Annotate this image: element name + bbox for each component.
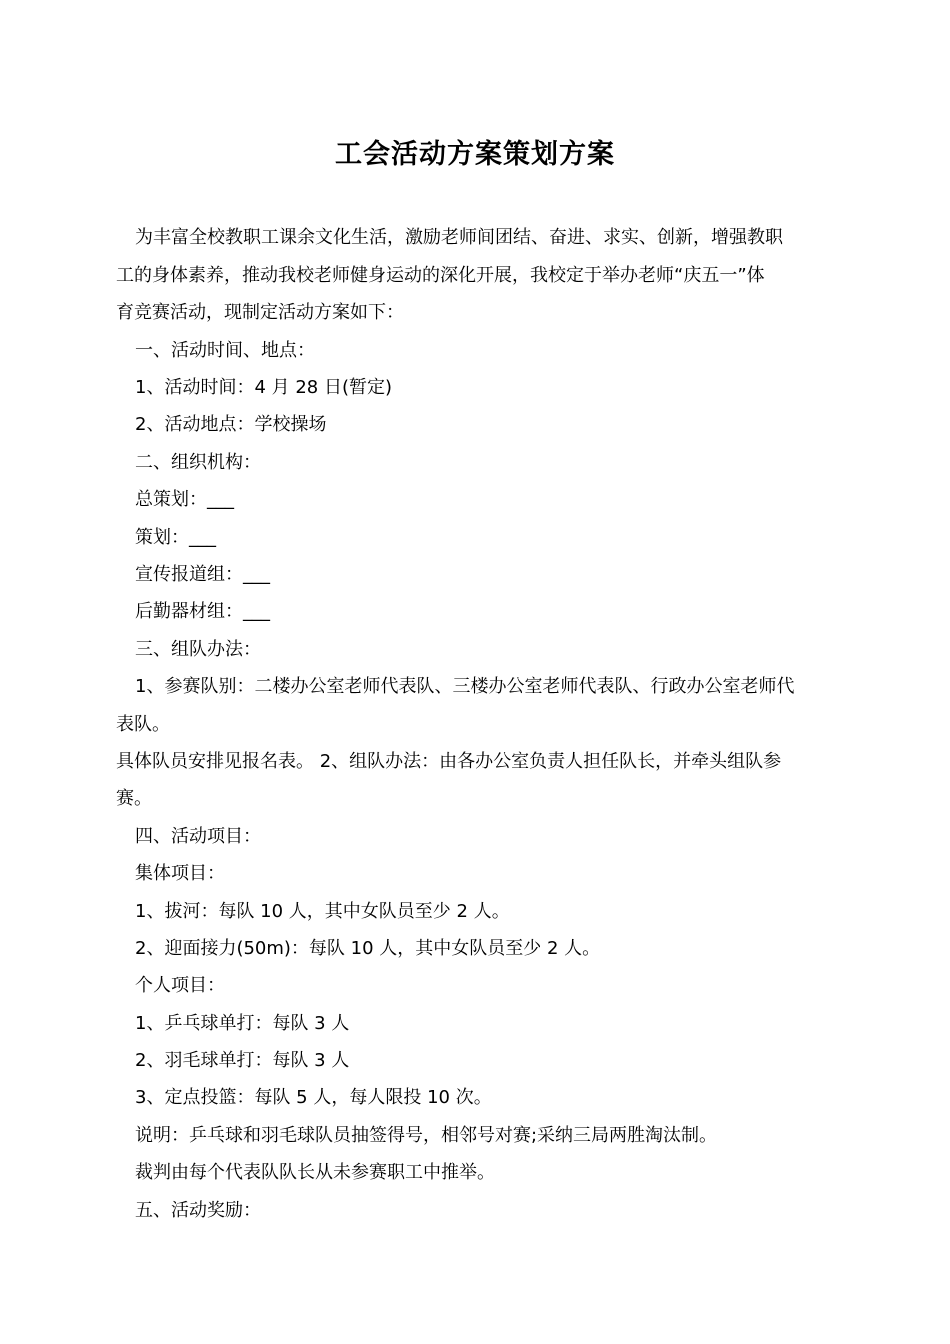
- activity-place: 2、活动地点：学校操场: [135, 414, 327, 435]
- publicity-group: 宣传报道组：___: [135, 564, 270, 585]
- intro-line-3: 育竞赛活动，现制定活动方案如下：: [116, 302, 404, 323]
- event-tug-of-war: 1、拔河：每队 10 人，其中女队员至少 2 人。: [135, 901, 510, 922]
- section-3-heading: 三、组队办法：: [135, 639, 261, 660]
- event-relay: 2、迎面接力(50m)：每队 10 人，其中女队员至少 2 人。: [135, 938, 601, 959]
- events-note: 说明：乒乓球和羽毛球队员抽签得号，相邻号对赛;采纳三局两胜淘汰制。: [135, 1125, 718, 1146]
- chief-planner: 总策划：___: [135, 489, 234, 510]
- intro-line-1: 为丰富全校教职工课余文化生活，激励老师间团结、奋进、求实、创新，增强教职: [135, 227, 783, 248]
- teams-line-2: 表队。: [116, 714, 170, 735]
- section-1-heading: 一、活动时间、地点：: [135, 340, 315, 361]
- event-badminton: 2、羽毛球单打：每队 3 人: [135, 1050, 350, 1071]
- planner: 策划：___: [135, 527, 216, 548]
- method-line-1: 具体队员安排见报名表。 2、组队办法：由各办公室负责人担任队长，并牵头组队参: [116, 751, 782, 772]
- section-4-heading: 四、活动项目：: [135, 826, 261, 847]
- group-events-heading: 集体项目：: [135, 863, 225, 884]
- logistics-group: 后勤器材组：___: [135, 601, 270, 622]
- section-5-heading: 五、活动奖励：: [135, 1200, 261, 1221]
- event-shooting: 3、定点投篮：每队 5 人，每人限投 10 次。: [135, 1087, 492, 1108]
- intro-line-2: 工的身体素养，推动我校老师健身运动的深化开展，我校定于举办老师“庆五一”体: [116, 265, 765, 286]
- page-title: 工会活动方案策划方案: [335, 139, 615, 170]
- referee-note: 裁判由每个代表队队长从未参赛职工中推举。: [135, 1162, 495, 1183]
- individual-events-heading: 个人项目：: [135, 975, 225, 996]
- event-pingpong: 1、乒乓球单打：每队 3 人: [135, 1013, 350, 1034]
- section-2-heading: 二、组织机构：: [135, 452, 261, 473]
- method-line-2: 赛。: [116, 788, 152, 809]
- activity-time: 1、活动时间：4 月 28 日(暂定): [135, 377, 393, 398]
- teams-line-1: 1、参赛队别：二楼办公室老师代表队、三楼办公室老师代表队、行政办公室老师代: [135, 676, 795, 697]
